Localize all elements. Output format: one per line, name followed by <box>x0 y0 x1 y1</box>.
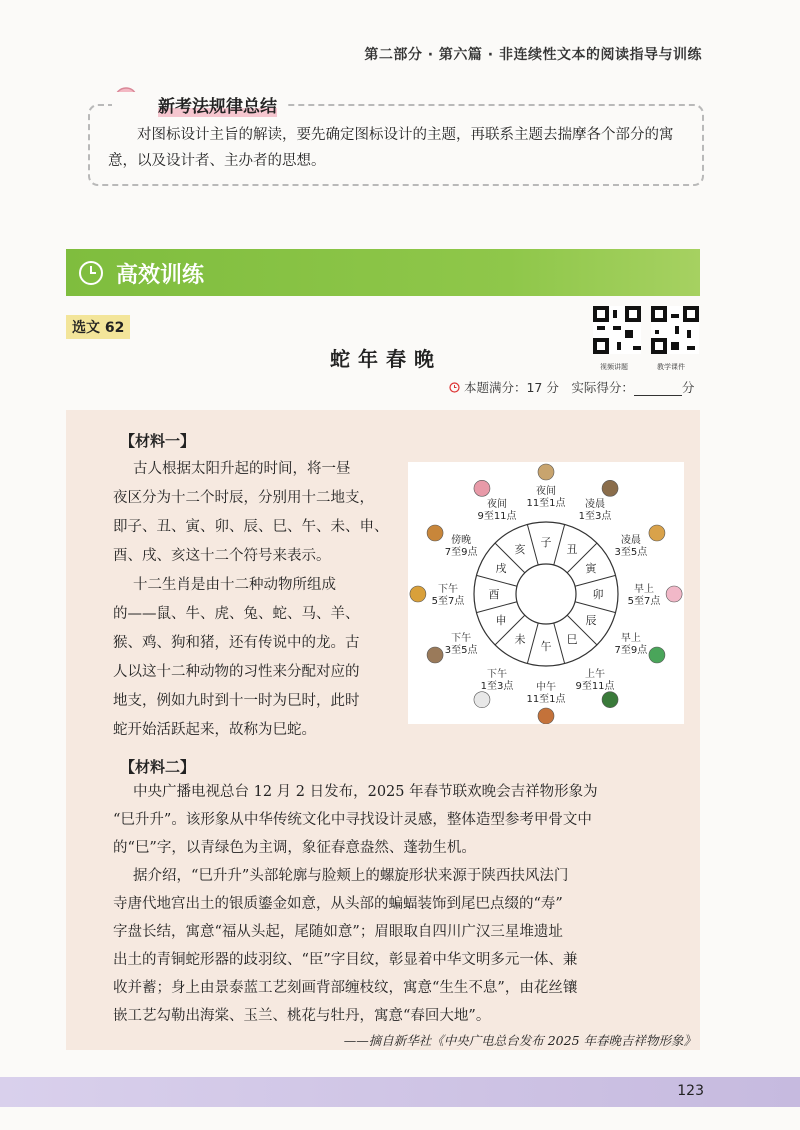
time-label: 下午 <box>438 584 458 595</box>
material1-heading: 【材料一】 <box>120 432 196 450</box>
qr-code-courseware[interactable] <box>651 306 699 354</box>
text-line: 古人根据太阳升起的时间，将一昼 <box>133 461 351 477</box>
branch-label: 酉 <box>488 588 500 601</box>
pig-icon <box>474 480 490 496</box>
time-range: 11至1点 <box>526 694 566 705</box>
tip-title-text: 新考法规律总结 <box>158 97 277 117</box>
horse-icon <box>538 708 554 724</box>
branch-label: 巳 <box>566 633 578 647</box>
zodiac-wheel <box>408 462 684 724</box>
branch-label: 未 <box>514 633 526 647</box>
text-line: 夜区分为十二个时辰，分别用十二地支， <box>113 490 374 506</box>
text-line: 字盘长结，寓意“福从头起，尾随如意”；眉眼取自四川广汉三星堆遗址 <box>113 924 563 940</box>
qr-code-video[interactable] <box>593 306 641 354</box>
source-citation: ——摘自新华社《中央广电总台发布 2025 年春晚吉祥物形象》 <box>343 1033 696 1048</box>
text-line: 的“巳”字，以青绿色为主调，象征春意盎然、蓬勃生机。 <box>113 840 476 856</box>
goat-icon <box>474 692 490 708</box>
text-line: 猴、鸡、狗和猪，还有传说中的龙。古 <box>113 635 360 651</box>
ox-icon <box>602 480 618 496</box>
branch-label: 辰 <box>585 614 597 627</box>
running-header: 第二部分 · 第六篇 · 非连续性文本的阅读指导与训练 <box>364 47 702 63</box>
score-unit: 分 <box>681 380 695 395</box>
text-line: 地支，例如九时到十一时为巳时，此时 <box>113 693 360 709</box>
time-range: 7至9点 <box>444 547 478 558</box>
time-range: 5至7点 <box>627 596 661 607</box>
text-line: 据介绍，“巳升升”头部轮廓与脸颊上的螺旋形状来源于陕西扶风法门 <box>133 868 569 884</box>
text-line: 酉、戌、亥这十二个符号来表示。 <box>113 548 331 564</box>
material2-body <box>113 778 683 1030</box>
dragon-icon <box>649 647 665 663</box>
time-range: 11至1点 <box>526 498 566 509</box>
section-title: 高效训练 <box>116 263 205 288</box>
monkey-icon <box>427 647 443 663</box>
time-range: 9至11点 <box>477 511 517 523</box>
passage-label: 选文 62 <box>66 315 130 339</box>
tip-title <box>112 92 285 117</box>
material1-para2 <box>113 571 413 745</box>
time-label: 中午 <box>536 682 556 693</box>
time-label: 夜间 <box>536 486 556 497</box>
rabbit-icon <box>666 586 682 602</box>
branch-label: 亥 <box>514 542 526 556</box>
text-line: “巳升升”。该形象从中华传统文化中寻找设计灵感，整体造型参考甲骨文中 <box>113 812 592 828</box>
time-range: 5至7点 <box>431 596 465 607</box>
branch-label: 午 <box>540 640 552 653</box>
time-label: 早上 <box>620 633 641 644</box>
text-line: 的——鼠、牛、虎、兔、蛇、马、羊、 <box>113 606 360 622</box>
text-line: 嵌工艺勾勒出海棠、玉兰、桃花与牡丹，寓意“春回大地”。 <box>113 1008 491 1024</box>
time-range: 1至3点 <box>578 511 612 523</box>
zodiac-diagram <box>408 462 684 724</box>
branch-label: 寅 <box>585 562 597 575</box>
branch-label: 卯 <box>592 588 604 601</box>
time-label: 夜间 <box>487 499 507 511</box>
branch-label: 丑 <box>566 542 578 556</box>
time-range: 1至3点 <box>480 680 514 692</box>
branch-label: 子 <box>540 536 552 549</box>
branch-label: 戌 <box>495 562 507 575</box>
qr-label-video: 视频讲题 <box>600 363 628 371</box>
dog-icon <box>427 525 443 541</box>
text-line: 人以这十二种动物的习性来分配对应的 <box>113 664 360 680</box>
text-line: 寺唐代地宫出土的银质鎏金如意，从头部的蝙蝠装饰到尾巴点缀的“寿” <box>113 896 563 912</box>
timer-icon <box>449 382 460 393</box>
time-label: 下午 <box>487 668 507 680</box>
text-line: 即子、丑、寅、卯、辰、巳、午、未、申、 <box>113 519 389 535</box>
score-blank[interactable] <box>634 383 682 396</box>
rooster-icon <box>410 586 426 602</box>
time-label: 凌晨 <box>585 499 605 511</box>
score-line <box>449 378 694 396</box>
passage-title: 蛇年春晚 <box>330 347 442 371</box>
branch-label: 申 <box>495 614 507 627</box>
time-label: 上午 <box>585 668 605 680</box>
time-range: 9至11点 <box>575 680 615 692</box>
snake-icon <box>602 692 618 708</box>
text-line: 十二生肖是由十二种动物所组成 <box>133 577 336 593</box>
time-label: 傍晚 <box>451 535 472 546</box>
score-text: 本题满分：17 分 实际得分： <box>463 380 634 395</box>
tiger-icon <box>649 525 665 541</box>
time-range: 3至5点 <box>444 645 478 656</box>
clock-icon <box>78 260 104 286</box>
inner-ring <box>516 564 576 624</box>
time-label: 早上 <box>634 584 654 595</box>
time-range: 3至5点 <box>614 547 648 558</box>
time-label: 下午 <box>451 633 472 644</box>
text-line: 中央广播电视总台 12 月 2 日发布，2025 年春节联欢晚会吉祥物形象为 <box>133 784 598 800</box>
page-number: 123 <box>677 1083 704 1099</box>
qr-label-courseware: 教学课件 <box>657 363 685 371</box>
section-banner <box>66 249 700 296</box>
time-range: 7至9点 <box>614 645 648 656</box>
text-line: 收并蓄；身上由景泰蓝工艺刻画背部缠枝纹，寓意“生生不息”，由花丝镶 <box>113 980 578 996</box>
tip-body: 对图标设计主旨的解读，要先确定图标设计的主题，再联系主题去揣摩各个部分的寓意，以及设计者、主办者的思想。 <box>108 127 674 169</box>
rat-icon <box>538 464 554 480</box>
text-line: 出土的青铜蛇形器的歧羽纹、“臣”字目纹，彰显着中华文明多元一体、兼 <box>113 952 578 968</box>
text-line: 蛇开始活跃起来，故称为巳蛇。 <box>113 722 316 738</box>
material1-para1 <box>113 455 413 571</box>
time-label: 凌晨 <box>620 535 641 546</box>
material2-heading: 【材料二】 <box>120 758 196 776</box>
